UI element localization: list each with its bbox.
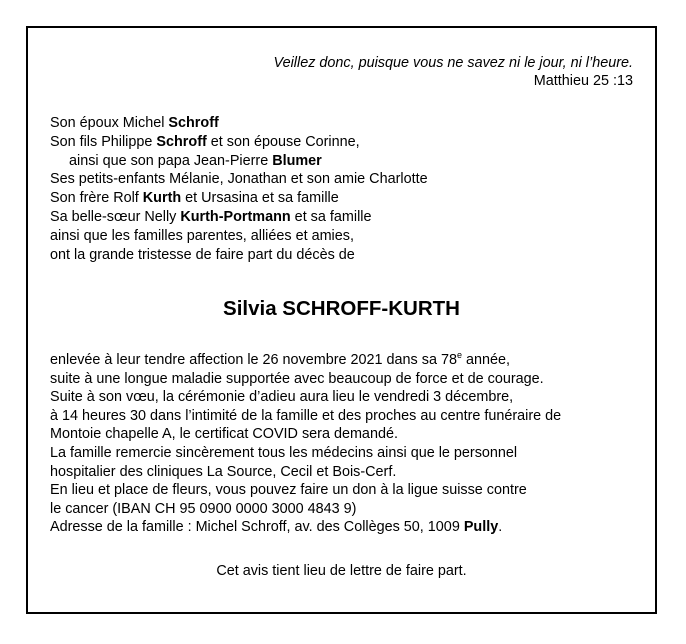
family-line: Son époux Michel Schroff [50,115,219,131]
family-announcement [50,114,428,264]
family-line: Sa belle-sœur Nelly Kurth-Portmann et sa famille [50,208,372,225]
body-line: Montoie chapelle A, le certificat COVID sera demandé. [50,426,398,443]
quote-reference: Matthieu 25 :13 [533,73,633,89]
body-line: En lieu et place de fleurs, vous pouvez faire un don à la ligue suisse contre [50,482,527,499]
obituary-body [50,351,561,537]
body-line: hospitalier des cliniques La Source, Cecil et Bois-Cerf. [50,463,397,480]
body-line: suite à une longue maladie supportée avec beaucoup de force et de courage. [50,370,544,387]
family-line: ont la grande tristesse de faire part du décès de [50,246,355,263]
body-line: le cancer (IBAN CH 95 0900 0000 3000 4843 9) [50,500,357,517]
deceased-name: Silvia SCHROFF-KURTH [223,297,460,320]
quote-verse: Veillez donc, puisque vous ne savez ni le jour, ni l’heure. [273,55,633,71]
bible-quote [274,54,633,90]
body-line: Suite à son vœu, la cérémonie d’adieu aura lieu le vendredi 3 décembre, [50,389,514,406]
family-address: Adresse de la famille : Michel Schroff, av. des Collèges 50, 1009 Pully. [50,519,503,536]
closing-note: Cet avis tient lieu de lettre de faire part. [216,563,467,579]
family-line: Son frère Rolf Kurth et Ursasina et sa famille [50,190,339,207]
family-line: Ses petits-enfants Mélanie, Jonathan et son amie Charlotte [50,171,428,188]
body-line: enlevée à leur tendre affection le 26 novembre 2021 dans sa 78e année, [50,350,510,368]
body-line: La famille remercie sincèrement tous les médecins ainsi que le personnel [50,444,518,461]
family-line: ainsi que les familles parentes, alliées et amies, [50,227,354,244]
family-line: ainsi que son papa Jean-Pierre Blumer [69,152,322,169]
family-line: Son fils Philippe Schroff et son épouse Corinne, [50,133,360,150]
body-line: à 14 heures 30 dans l’intimité de la famille et des proches au centre funéraire de [50,407,562,424]
obituary-frame [26,26,657,614]
